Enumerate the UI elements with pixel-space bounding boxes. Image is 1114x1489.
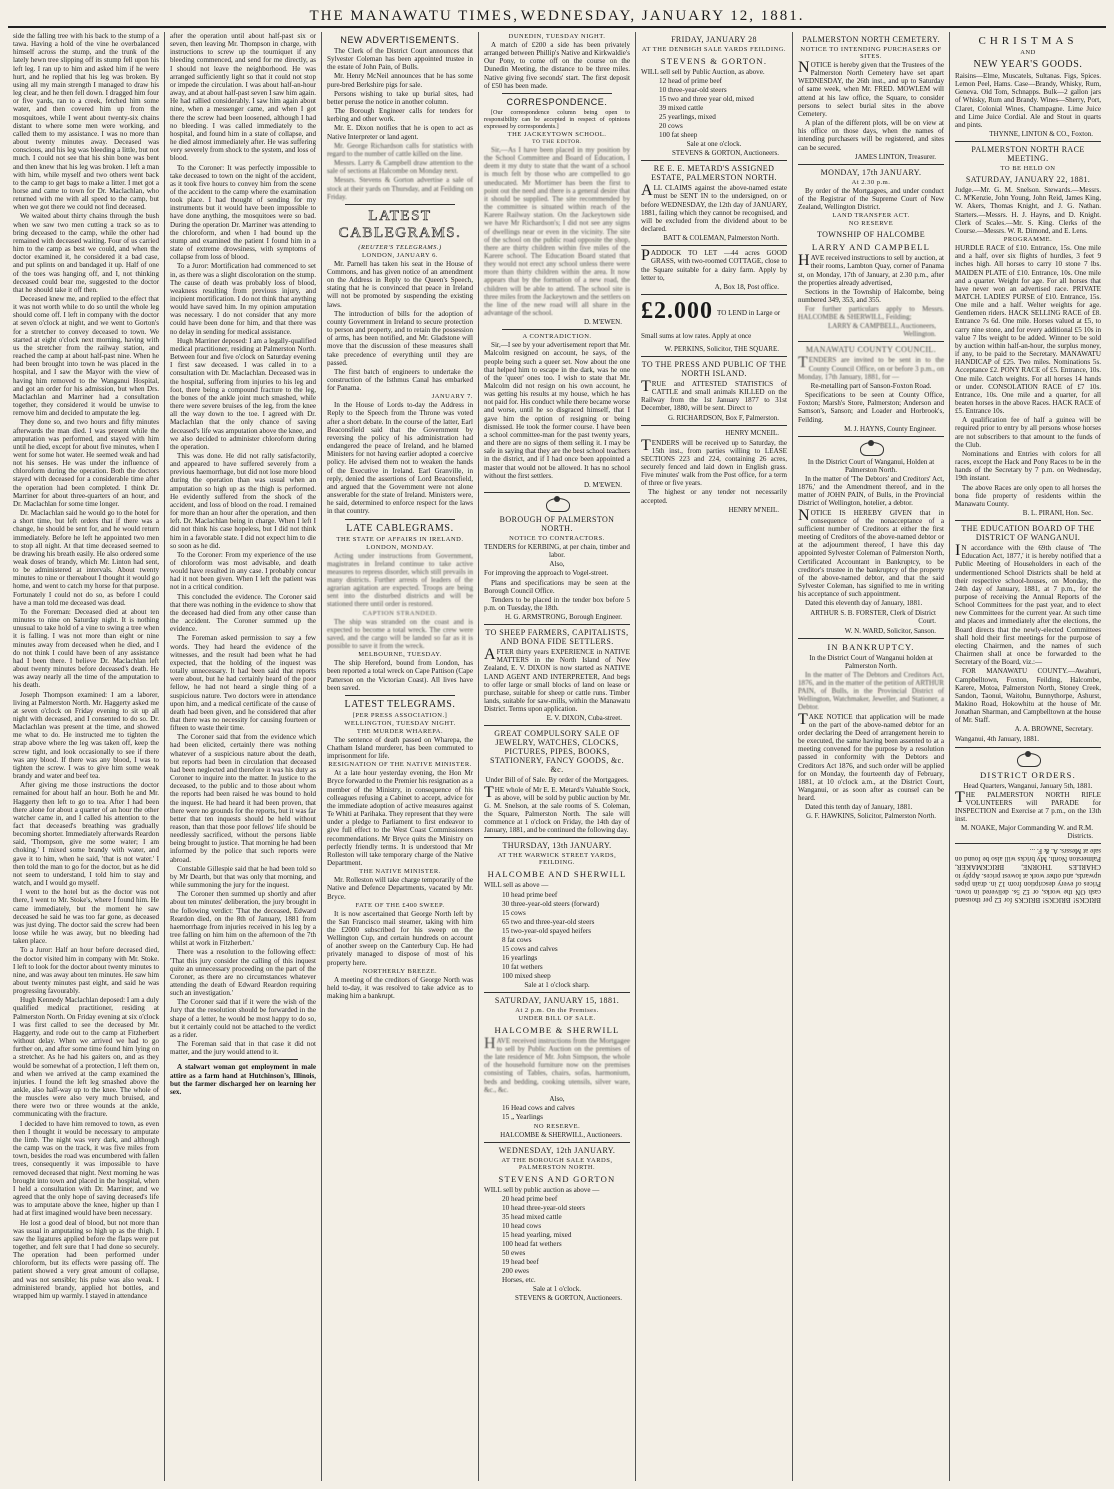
section-subheading: A CONTRADICTION. xyxy=(522,333,592,341)
notice-text: In the District Court of Wanganui, Holden at Palmerston North. xyxy=(807,457,935,474)
section-heading: CORRESPONDENCE. xyxy=(506,96,608,107)
list-item: 16 Head cows and calves xyxy=(502,1104,575,1113)
signature: G. F. HAWKINS, Solicitor, Palmerston North. xyxy=(805,812,936,821)
section-subheading: NOTICE TO INTENDING PURCHASERS OF SITES. xyxy=(800,46,942,60)
notice-text: Plans and specifications may be seen at the Borough Council Office. xyxy=(484,578,630,595)
section-subheading: THE MURDER WHAREPA. xyxy=(356,727,444,735)
notice-text: ALL CLAIMS against the above-named estate must be SENT IN to the undersigned, on or before WEDNESDAY, the 12th day of JANUARY, 1881, failing which they cannot be recognised, and will be excluded from the dividend about to be declared. xyxy=(641,182,787,234)
section-subheading: NO RESERVE. xyxy=(533,1123,581,1131)
divider xyxy=(641,356,787,357)
auctioneer-name: LARRY AND CAMPBELL xyxy=(811,242,931,253)
notice-text: NOTICE IS HEREBY GIVEN that in consequence of the nonacceptance of a sufficient number of Creditors at either the first meeting of Creditors of the above-named debtor or at the adjournment thereof, I have this day appointed Sylvester Coleman of Palmerston North, Certificated Accountant in Bankruptcy, to be creditor's trustee in the bankruptcy of the property of the above-named debtor, and that the said Sylvester Coleman, has signified to me in writing his acceptance of such appointment. xyxy=(798,506,944,599)
notice-text: HURDLE RACE of £10. Entrance, 15s. One mile and a half, over six flights of hurdles, 3 feet 9 inches high. All horses to carry 10 stone 7 lbs. MAIDEN PLATE of £10. Entrance, 10s. One mile and a quarter. Weight for age. For all horses that have never won an advertised race. PRIVATE MATCH. LADIES' PURSE of £10. Entrance, 15s. One mile and a half. Welter weights for age. Gentlemen riders. HACK SELLING RACE of £8. Entrance 7s 6d. One mile. Horses valued at £5, to carry nine stone, and for every additional £5 10s in value 7 lbs weight to be added. Winner to be sold by auction within half-an-hour, the surplus money, if any, to be paid to the Secretary. MANAWATU HANDICAP of £25. Two miles. Nominations 5s. Acceptance £2. PONY RACE of £5. Entrance, 10s. One mile. Catch weights. For all horses 14 hands or under. CONSOLATION RACE of £7 10s. Entrance, 10s. One mile and a quarter, for all beaten horses in the above Races. HACK RACE of £5. Entrance 10s. xyxy=(955,244,1101,416)
section-subheading: AT THE DENBIGH SALE YARDS FEILDING. xyxy=(641,46,787,53)
notice-text: THE whole of Mr E. E. Metard's Valuable Stock, as above, will be sold by public auction by Mr. G. M. Snelson, at the sale rooms of S. Coleman, the Square, Palmerston North. The sale will commence at 1 o'clock on Friday, the 14th day of January, 1881, and be continued the following day. xyxy=(484,783,630,835)
notice-text: Messrs. Larry & Campbell draw attention to the sale of sections at Halcombe on Monday next. xyxy=(327,159,473,176)
list-item: 15 two-year-old spayed heifers xyxy=(502,926,592,935)
article-text: After giving me those instructions the doctor remained for about half an hour. Both he and Mr. Haggerty then left to go to tea. After I had been there alone for about a quarter of an hour the other watcher came in, and I called his attention to the fact that deceased's breathing was gradually becoming shorter. Immediately afterwards Reardon said, 'Thompson, give me some water; I am choking.' I mixed some brandy with water, and gave it to him, when he said, 'that is not water.' I then told the man to go for the doctor, but as he did not seem to understand, I told him to stay and watch, and I would go myself. xyxy=(13,781,159,888)
notice-text: Wanganui, 4th January, 1881. xyxy=(955,735,1040,744)
signature: G. RICHARDSON, Box F, Palmerston. xyxy=(667,413,779,422)
article-text: The ship Hereford, bound from London, has been reported a total wreck on Cape Pattison (Cape Patterson on the Victorian Coast). All lives have been saved. xyxy=(327,659,473,692)
section-heading: PALMERSTON NORTH RACE MEETING. xyxy=(971,145,1085,164)
signature: THYNNE, LINTON & CO., Foxton. xyxy=(989,130,1093,139)
dateline: WELLINGTON, TUESDAY NIGHT. xyxy=(344,719,456,727)
article-text: They done so, and two hours and fifty minutes afterwards the man died. I was present while the amputation was performed, and stayed with him until he died, except for about five minutes, when I went for some hot water. He seemed weak and had not his senses. He was under the influence of chloroform during the operation. Both the doctors stayed with deceased for a considerable time after the operation had been completed. I think Dr. Marriner for about three-quarters of an hour, and Dr. Maclachlan for some time longer. xyxy=(13,418,159,508)
list-item: 50 ewes xyxy=(502,1249,526,1258)
section-subheading: (REUTER'S TELEGRAMS.) xyxy=(358,243,442,251)
notice-text: A qualification fee of half a guinea will be required prior to entry by all persons whose horses are not subscribers to that amount to the funds of the Club. xyxy=(955,416,1101,449)
loan-amount: £2.000 xyxy=(641,297,713,324)
notice-text: In the matter of The Debtors and Creditors Act, 1876, and in the matter of the petition of ARTHUR PAIN, of Bulls, in the Provincial District of Wellington, Watchmaker, Jeweller, and Stationer, a Debtor. xyxy=(798,670,944,712)
notice-text: In the District Court of Wanganui holden at Palmerston North. xyxy=(809,653,933,670)
section-subheading: At 2 p.m. On the Premises. xyxy=(515,1006,599,1014)
letter-text: Sir,—I see by your advertisement report that Mr. Malcolm resigned on account, he says, of the people being such a queer set. Now about the one that helped him to escape in the dark, was he one of the 'queer' ones too. I wish to state that Mr. Malcolm did not resign on his own account, he was getting his results at my house, which he has not paid for. His conduct while there became worse and worse, until he so disgraced himself, that I gave him the option of resigning or being dismissed. He took the former course. I have been a school committee-man for the past twenty years, and there are no signs of them selling it. I may be safe in saying that they are the best school teachers in the district, and if I had once been appointed a master that would not be allowed. It has no school without the first settlers. xyxy=(484,341,630,480)
divider xyxy=(955,520,1101,521)
divider xyxy=(641,425,787,426)
divider xyxy=(798,638,944,639)
article-text: To the Coroner: From my experience of the use of chloroform was most advisable, and death would have resulted in any case. I probably concur had it not been given. When I left the patient was not in a critical condition. xyxy=(170,550,316,592)
article-text: This was done. He did not rally satisfactorily, and appeared to have suffered severely from a previous haemorrhage, but did not lose more blood during the operation than was usual when an amputation so high up as the thigh is performed. He evidently suffered from the shock of the accident, and loss of blood on the road. I remained for more than an hour after the operation, and then left. Dr. Maclachlan being in charge. When I left I did not think his case hopeless, but I did not think him in a favorable state. I did not expect him to die so soon as he did. xyxy=(170,451,316,550)
section-subheading: THE STATE OF AFFAIRS IN IRELAND. xyxy=(336,535,464,543)
stock-list xyxy=(641,77,787,140)
column-2 xyxy=(165,32,322,1481)
article-text: He lost a good deal of blood, but not more than was usual in amputating so high up as the thigh. I saw the ligatures applied before the flaps were put together, and felt sure that I had done so securely. The operation had been performed under chloroform, but its effects were passing off. The patient showed a very great amount of collapse, and was not sensible; his pulse was also weak. I administered brandy, applied hot bottles, and wrapped him up warmly. I stayed in attendance xyxy=(13,1218,159,1300)
section-subheading: AND xyxy=(1020,49,1036,56)
notice-text: Specifications to be seen at County Office, Foxton; Marsh's Store, Palmerston; Anderson and Samson's, Sanson; and Loader and Horbrook's, Feilding. xyxy=(798,391,944,424)
section-heading: RE E. E. METARD'S ASSIGNED ESTATE, PALMERSTON NORTH. xyxy=(651,164,777,183)
notice-text: Tenders to be placed in the tender box before 5 p.m. on Tuesday, the 18th. xyxy=(484,595,630,612)
notice-text: Sections in the Township of Halcombe, being numbered 349, 353, and 355. xyxy=(798,287,944,304)
section-subheading: RESIGNATION OF THE NATIVE MINISTER. xyxy=(328,761,472,769)
notice-text: Re-metalling part of Sanson-Foxton Road. xyxy=(810,381,932,390)
notice-text: TENDERS will be received up to Saturday, the 15th inst., from parties willing to LEASE SECTIONS 223 and 224, containing 26 acres, securely fenced and laid down in English grass. Five minutes' walk from the Post office, for a term of three or five years. xyxy=(641,436,787,488)
list-item: 10 head three-year-old steers xyxy=(502,1204,586,1213)
page-columns xyxy=(8,32,1106,1481)
divider xyxy=(188,1059,298,1060)
list-item: 100 fat sheep xyxy=(659,131,698,140)
divider xyxy=(955,843,1101,844)
auctioneer-name: HALCOMBE AND SHERWILL xyxy=(487,869,627,880)
dateline: JANUARY 7. xyxy=(431,393,473,401)
section-heading: THE EDUCATION BOARD OF THE DISTRICT OF WANGANUI. xyxy=(961,524,1095,543)
divider xyxy=(641,245,787,246)
divider xyxy=(484,837,630,838)
signature: M. NOAKE, Major Commanding W. and R.M. Districts. xyxy=(960,824,1093,841)
section-heading: FRIDAY, JANUARY 28 xyxy=(671,35,757,44)
notice-text: WILL sell as above — xyxy=(484,881,549,890)
royal-crest-icon xyxy=(1013,751,1043,767)
signature: HENRY MCNEIL. xyxy=(725,428,779,437)
article-text: To the Coroner: It was perfectly impossible to take deceased to town on the night of the accident, as it took five hours to convey him from the scene of the accident to the camp where the examination took place. I had thought of sending for my instruments but it would have been impossible to have done anything, the mosquitoes were so bad. During the operation Dr. Marriner was attending to the chloroform, and when I had bound up the stump and examined the patient I found him in a state of extreme drowsiness, with symptoms of collapse from loss of blood. xyxy=(170,163,316,262)
list-item: 8 fat cows xyxy=(502,935,532,944)
article-text: I went to the hotel but as the doctor was not there, I went to Mr. Stoke's, where I found him. He came immediately, but the moment he saw deceased he said he was too far gone, as deceased was just dying. The doctor said the screw had been loose while he was away, but no bleeding had taken place. xyxy=(13,888,159,946)
notice-text: [Our correspondence column being open to responsibility can be accepted in respect of opinions expressed by correspondents.] xyxy=(484,108,630,130)
article-text: Hugh Kennedy Maclachlan deposed: I am a duly qualified medical practitioner, residing at Palmerston North. On Friday evening at six o'clock I was first called to see the deceased by Mr. Haggerty, and rode out to the camp at Fitzherbert without delay. When we arrived we had to go further on, and after some time found him lying on a stretcher. As he had his gaiters on, and as they would be somewhat of a protection, I left them on, and when we arrived at the camp examined the injuries. I found the left leg smashed above the ankle, also half-way up to the knee. The whole of the muscles were also very much bruised, and there were two or three wounds at the ankle, communicating with the fracture. xyxy=(13,996,159,1119)
notice-text: TO LEND in Large or Small sums at low rates. Apply at once xyxy=(641,309,781,340)
dateline: LONDON, MONDAY. xyxy=(366,543,434,551)
signature: D. M'EWEN. xyxy=(583,480,622,489)
divider xyxy=(484,992,630,993)
notice-text: WILL sell sell by Public Auction, as above. xyxy=(641,68,765,76)
notice-text: Also, xyxy=(549,1094,565,1103)
article-text: side the falling tree with his back to the stump of a tawa. Having a hold of the vine he overbalanced himself across the stump, and the trunk of the lately hewn tree slipping off its stump fell upon his left leg. I ran up to him and asked him if he were hurt, and he replied that his leg was broken. By using all my main strength I managed to draw his leg clear, and he then fell down. I dragged him four or five yards, ran to a creek, fetched him some water, and then covered him up from the mosquitoes, while I went about twenty-six chains distant to where some men were working, and called them to my assistance. I was no more than about twenty minutes away. Deceased was conscious, and his leg was bleeding a little, but not much. I could not see that his shin bone was bent and then knew that his leg was broken. I left a man with him, while myself and two others went back to the camp to get bags to make a litter. I met got a horse and came to town for Dr. Maclachlan, who returned with me with all speed to the camp, but when we got there we could not find deceased. xyxy=(13,32,159,212)
signature: BATT & COLEMAN, Palmerston North. xyxy=(663,234,779,243)
divider xyxy=(641,294,787,295)
signature: ARTHUR S. B. FORSTER, Clerk of District Court. xyxy=(810,608,936,625)
list-item: 15 „ Yearlings xyxy=(502,1113,543,1122)
signature: B. L. PIRANI, Hon. Sec. xyxy=(1022,509,1093,518)
signature: E. V. DIXON, Cuba-street. xyxy=(546,714,622,723)
royal-crest-icon xyxy=(856,440,886,456)
notice-text: Sale at one o'clock. xyxy=(686,140,742,149)
article-text: Acting under instructions from Government, magistrates in Ireland continue to take active measures to repress disorder, which still prevails in many districts. Further arrests of leaders of the agrarian agitation are expected. Troops are being sent into the disturbed districts and will be stationed there until order is restored. xyxy=(327,551,473,609)
notice-text: Dated this eleventh day of January, 1881. xyxy=(805,599,923,608)
section-heading: TO SHEEP FARMERS, CAPITALISTS, AND BONA FIDE SETTLERS. xyxy=(485,628,629,647)
section-heading: SATURDAY, JANUARY 22, 1881. xyxy=(965,175,1091,185)
article-text: Mr. Rolleston will take charge temporarily of the Native and Defence Departments, vacated by Mr. Bryce. xyxy=(327,876,473,901)
signature: W. N. WARD, Solicitor, Sanson. xyxy=(844,626,936,635)
notice-text: Under Bill of of Sale. By order of the Mortgagees. xyxy=(485,776,629,785)
section-heading: MONDAY, 17th JANUARY. xyxy=(820,167,922,177)
divider xyxy=(798,164,944,165)
auctioneer-name: STEVENS & GORTON. xyxy=(660,56,768,66)
auctioneer-name: STEVENS AND GORTON xyxy=(498,1174,616,1185)
list-item: 10 head prime beef xyxy=(502,890,558,899)
article-text: Deceased knew me, and replied to the effect that it was not worth while to do so until the whole leg should come off. I left in company with the doctor at seven o'clock at night, and we went to Gorton's for a stretcher to convey deceased to town. We started at eight o'clock next morning, having with us the stretcher from the railway station, and reached the camp at about half-past nine. When he had been brought into town he was placed in the hospital, and I saw the Mayor with the view of having him removed to the Wanganui Hospital, and got an order for his admission, but when Drs. Maclachlan and Marriner had a consultation together, they considered it would be unwise to remove him and decided to amputate the leg. xyxy=(13,295,159,418)
dateline: DUNEDIN, TUESDAY NIGHT. xyxy=(508,33,606,40)
divider xyxy=(484,492,630,493)
notice-text: THE PALMERSTON NORTH RIFLE VOLUNTEERS will PARADE for INSPECTION and Exercise at 7 p.m., on the 13th inst. xyxy=(955,788,1101,824)
borough-crest-icon xyxy=(542,496,572,512)
section-heading: TO THE PRESS AND PUBLIC OF THE NORTH ISLAND. xyxy=(641,359,787,378)
list-item: 20 head prime beef xyxy=(502,1195,558,1204)
notice-text: In the matter of 'The Debtors' and Creditors' Act, 1876,' and the Amendment thereof, and in the matter of JOHN PAIN, of Bulls, in the Provincial District of Wellington, hotelier, a debtor. xyxy=(798,475,944,508)
notice-text: For improving the approach to Vogel-street. xyxy=(484,569,609,578)
divider xyxy=(641,160,787,161)
notice-text: Judge.—Mr. G. M. Snelson. Stewards.—Messrs. C. M'Kenzie, John Young, John Reid, James King, W. Akers, Thomas Knight, and J. G. Nathan. Starters.—Messrs. H. J. Hayns, and D. Knight. Clerk of Scales.—Mr. S. King. Clerks of the Course.—Messrs. W. R. Dimond, and E. Lens. xyxy=(955,186,1101,235)
notice-text: By order of the Mortgagees, and under conduct of the Registrar of the Supreme Court of New Zealand, Wellington District. xyxy=(798,186,944,212)
column-1 xyxy=(8,32,165,1481)
section-heading: BOROUGH OF PALMERSTON NORTH. xyxy=(499,514,615,533)
list-item: 100 head fat wethers xyxy=(502,1240,562,1249)
to-editor: TO THE EDITOR. xyxy=(532,138,582,145)
column-4 xyxy=(479,32,636,1481)
notice-text: TRUE and ATTESTED STATISTICS of CATTLE and small animals KILLED on the Railway from the 1st January 1877 to 31st December, 1880, will be sent. Direct to xyxy=(641,377,787,413)
section-subheading: UNDER BILL OF SALE. xyxy=(518,1014,596,1022)
section-heading: MANAWATU COUNTY COUNCIL. xyxy=(805,345,937,355)
list-item: 10 fat wethers xyxy=(502,962,543,971)
signature: LARRY & CAMPBELL, Auctioneers, Wellington. xyxy=(827,322,936,339)
notice-text: IN accordance with the 69th clause of 'The Education Act, 1877,' it is hereby notified that a Public Meeting of Householders in each of the undermentioned School Districts shall be held at their respective school-houses, on Monday, the 24th day of January, 1881, at 7 p.m., for the purpose of receiving the Annual Reports of the School Committees for the past year, and to elect new Committees for the current year. At such time and places and immediately after the elections, the Board directs that the newly-elected Committees shall hold their first meetings for the purpose of electing Chairmen, and the names of such Chairmen shall at once be forwarded to the Secretary of the Board, viz.:— xyxy=(955,542,1101,667)
stock-list xyxy=(484,1104,630,1122)
section-subheading: NORTHERLY BREEZE. xyxy=(362,967,438,975)
article-text: There was a resolution to the following effect: 'That this jury consider the calling of this inquest quite an unnecessary proceeding on the part of the Coroner, as there are no circumstances whatever attending the death of Edward Reardon requiring such an investigation.' xyxy=(170,948,316,998)
article-text: Joseph Thompson examined: I am a laborer, living at Palmerston North. Mr. Haggerty asked me at seven o'clock on Friday evening to sit up all night with deceased, and I consented to do so. Dr. Maclachlan was present at the time, and showed me what to do. He instructed me to tighten the strap above where the leg was taken off, keep the screw tight, and look occasionally to see if there was any blood. If there was any blood, I was to tighten the screw. I was to give him some weak brandy and water and beef tea. xyxy=(13,690,159,781)
notice-text: The above Races are only open to all horses the bona fide property of residents within the Manawatu County. xyxy=(955,483,1101,508)
masthead: THE MANAWATU TIMES, WEDNESDAY, JANUARY 12, 1881. xyxy=(8,6,1106,28)
notice-text: For further particulars apply to Messrs. HALCOMBE & SHERWILL, Feilding; xyxy=(798,305,944,322)
section-subheading: AT THE BOROUGH SALE YARDS, PALMERSTON NORTH. xyxy=(501,1157,613,1172)
section-heading: THURSDAY, 13th JANUARY. xyxy=(502,841,612,851)
article-text: The Foreman said that in that case it did not matter, and the jury would attend to it. xyxy=(170,1040,316,1057)
section-heading: CHRISTMAS xyxy=(978,35,1078,47)
section-subheading: [PER PRESS ASSOCIATION.] xyxy=(352,711,448,719)
divider xyxy=(502,329,612,330)
section-subheading: LAND TRANSFER ACT. xyxy=(832,212,910,220)
signature: W. PERKINS, Solicitor, THE SQUARE. xyxy=(664,344,779,353)
divider xyxy=(484,624,630,625)
divider xyxy=(345,204,455,205)
article-text: The Coroner said that from the evidence which had been elicited, certainly there was nothing whatever of a suspicious nature about the death, but reports had been in circulation that deceased had been neglected and therefore it was his duty as Coroner to inquire into the matter. In justice to the deceased, to the public and to those about whom the reports had been raised he was bound to hold the inquest. He had heard it had been proven, that there were no grounds for the reports, but it was far better that ten inquests should be held without reason, than that those poor fellows' life should be needlessly sacrificed, without the persons liable being brought to justice. That morning he had been informed by the police that such reports were abroad. xyxy=(170,733,316,864)
notice-text: Messrs. Stevens & Gorton advertise a sale of stock at their yards on Thursday, and at Feilding on Friday. xyxy=(327,176,473,201)
notice-text: TENDERS for KERBING, at per chain, timber and labor. xyxy=(484,542,630,560)
notice-text: Persons wishing to take up burial sites, had better peruse the notice in another column. xyxy=(327,89,473,106)
section-heading: WEDNESDAY, 12th JANUARY. xyxy=(498,1146,616,1156)
section-subheading: PROGRAMME. xyxy=(1003,236,1053,244)
section-subheading: NOTICE TO CONTRACTORS. xyxy=(509,534,605,542)
article-text: Constable Gillespie said that he had been told so by Mr Dearth, but that was only that morning, and while summoning the jury for the inquest. xyxy=(170,864,316,890)
signature: HALCOMBE & SHERWILL, Auctioneers. xyxy=(500,1131,622,1140)
article-text: The Foreman asked permission to say a few words. They had heard the evidence of the witnesses, and the result had been what he had expected, that the holding of the inquest was totally unnecessary. It had been said that reports were about, but he had certainly heard of the poor fellow, he had not heard a single thing of a suspicious nature. Two doctors were in attendance upon him, and a medical certificate of the cause of death had been given, and he considered that after that there was no necessity for causing fourteen or fifteen to waste their time. xyxy=(170,634,316,733)
list-item: 16 yearlings xyxy=(502,953,538,962)
list-item: 100 mixed sheep xyxy=(502,971,551,980)
list-item: 65 two and three-year-old steers xyxy=(502,917,595,926)
article-text: We waited about thirty chains through the bush when we saw two men cutting a track so as to bring deceased to the camp, while the other had remained with deceased waiting. Four of us carried him to the camp as best we could, and when the doctor examined it, he considered it a bad case, and put splints on and bandaged it up. Half of one of the toes was hanging off, and I, not thinking deceased could bear me, suggested to the doctor that he should take it off then. xyxy=(13,212,159,294)
section-subheading: THE NATIVE MINISTER. xyxy=(359,868,441,876)
signature: D. M'EWEN. xyxy=(583,318,622,327)
notice-text: TAKE NOTICE that application will be made on the part of the above-named debtor for an order declaring the Deed of arrangement herein to be executed, the same having been assented to at a meeting convened for the purpose by a resolution passed in conformity with the Debtors and Creditors Act 1876, and such order will be applied for on Monday, the fourteenth day of February, 1881, at 10 o'clock a.m., at the District Court, Wanganui, or as soon after as counsel can be heard. xyxy=(798,710,944,803)
list-item: 39 mixed cattle xyxy=(659,104,704,113)
divider xyxy=(484,725,630,726)
section-heading: NEW YEAR'S GOODS. xyxy=(973,59,1083,70)
list-item: 10 three-year-old steers xyxy=(659,86,727,95)
stock-list xyxy=(484,891,630,981)
section-heading: TOWNSHIP OF HALCOMBE xyxy=(816,230,925,240)
section-heading: GREAT COMPULSORY SALE OF JEWELRY, WATCHES, CLOCKS, PICTURES, PIPES, BOOKS, STATIONERY, FANCY GOODS, &c. &c. xyxy=(490,729,624,775)
section-subheading: At 2.30 p.m. xyxy=(851,178,891,186)
letter-text: Sir,—As I have been placed in my position by the School Committee and Board of Education, I deem it my duty to state that the want of a school is much felt by those who are compelled to go uneducated. Mr Mortimer has been the first to point out the need and there is a general desire that it should be supplied. The site recommended by the committee is situated within reach of the Karere Railway station. On the Jackeytown side we have Mr Richardson's; I did not see any signs of dwellings near or even in the vicinity. The site of the school on the public road opposite the shop, there are thirty children within five miles of the Karere school. The Education Board stated that they would not erect any school unless there were more than thirty children within the area. It now appears that by the formation of a new road, the children will be able to attend. The school site is three miles from the Jackeytown and the settlers on the line of the new road will all share in the advantage of the school. xyxy=(484,145,630,318)
article-text: Dr. Maclachlan said he would go to the hotel for a short time, but left orders that if there was a change, he should be sent for, and he would return immediately. Before he left he appointed two men to stop all night. At that time deceased seemed to be drawing his breath easily. He also ordered some weak doses of brandy, which Mr. Linton had sent, to be administered at intervals. About twenty minutes to nine or thereabout I thought it would go home, and went to catch my horse for that purpose. Fortunately I could not do so, as before I could have a man told me deceased was dead. xyxy=(13,509,159,607)
notice-text: PADDOCK TO LET —44 acres GOOD GRASS, with two-roomed COTTAGE, close to the Square suitable for a dairy farm. Apply by letter to, xyxy=(641,247,787,282)
auctioneer-name: HALCOMBE & SHERWILL xyxy=(494,1024,620,1035)
signature: STEVENS & GORTON, Auctioneers. xyxy=(515,1294,622,1303)
list-item: 20 cows xyxy=(659,122,683,131)
loan-ad xyxy=(641,298,787,343)
list-item: 15 cows xyxy=(502,908,526,917)
notice-text: The highest or any tender not necessarily accepted. xyxy=(641,488,787,505)
section-heading: DISTRICT ORDERS. xyxy=(980,769,1076,780)
column-3 xyxy=(322,32,479,1481)
list-item: 12 head of prime beef xyxy=(659,77,723,86)
column-6 xyxy=(793,32,950,1481)
section-subheading: TO BE HELD ON xyxy=(1000,165,1056,173)
article-text: The Coroner then summed up shortly and after about ten minutes' deliberation, the jury brought in the following verdict: 'That the deceased, Edward Reardon died, on the 8th of January, 1881 from haemorrhage from injuries received in his leg by a tree falling on him him on the afternoon of the 7th whilst at work in Fitzherbert.' xyxy=(170,890,316,948)
article-text: At a late hour yesterday evening, the Hon Mr Bryce forwarded to the Premier his resignation as a member of the Ministry, in consequence of his colleagues refusing a Cabinet to accept, advice for the immediate adoption of active measures against Te Whiti at Parihaka. They represent that they were under a pledge to Parliament to first endeavor to give full effect to the West Coast Commissioners recommendations. Mr Bryce quits the Ministry on perfectly friendly terms. It is understood that Mr Rolleston will take temporary charge of the Native Department. xyxy=(327,769,473,868)
article-text: The ship was stranded on the coast and is expected to become a total wreck. The crew were saved, and the cargo will be landed so far as it is possible to save it from the wreck. xyxy=(327,617,473,651)
inverted-advertisement: BRICKS! BRICKS! BRICKS for £2 per thousand cash ON the works, or £2 5s. delivered in town. Prices of every description from 12 in. drain pipes upwards, and other work at lowest prices. Apply to CHARLES THORNE, BRICKMAKER, Palmerston North. My bricks will also be found on sale at Messrs. A. & F. ... xyxy=(955,847,1101,905)
article-text: To a Juror: Mortification had commenced to set in, as there was a slight discoloration on the stump. The cause of death was probably loss of blood, weakness resulting from previous injury, and incipient mortification. I do not think that anything would have saved him. In my opinion amputation was necessary. I do not consider that any more could have been done for him, and that there was no delay in sending for medical assistance. xyxy=(170,262,316,336)
divider xyxy=(345,519,455,520)
section-heading: PALMERSTON NORTH CEMETERY. xyxy=(802,35,940,44)
dateline: MELBOURNE, TUESDAY. xyxy=(358,651,442,659)
divider xyxy=(484,1142,630,1143)
article-text: I decided to have him removed to town, as even then I thought it would be necessary to amputate the limb. The night was very dark, and although the camp was on the track, it was five miles from town, besides the road was encumbered with fallen trees, consequently it was impossible to have removed deceased that night. Next morning he was brought into town and placed in the hospital, when I held a consultation with Dr. Marriner, and we agreed that the only hope of saving deceased's life was to amputate above the knee, higher up than I had at first imagined would have been necessary. xyxy=(13,1119,159,1218)
list-item: 15 two and three year old, mixed xyxy=(659,95,754,104)
notice-text: Nominations and Entries with colors for all races, except the Hack and Pony Races to be in the hands of the Secretary by 7 p.m. on Wednesday, 19th instant. xyxy=(955,449,1101,483)
section-subheading: AT THE WARWICK STREET YARDS, FEILDING. xyxy=(497,852,617,867)
divider xyxy=(502,93,612,94)
article-text: It is now ascertained that George North left by the San Francisco mail steamer, taking with him the £2000 subscribed for his sweep on the Wellington Cup, and certain hundreds on account of another sweep on the Canterbury Cup. He had privately managed to dispose of most of his property here. xyxy=(327,909,473,967)
masthead-date: WEDNESDAY, JANUARY 12, 1881. xyxy=(520,8,805,24)
article-text: The introduction of bills for the adoption of county Government in Ireland to secure protection to person and property, and to retain the possession of arms, has been notified, and Mr. Gladstone will move that the discussion of these measures shall take precedence of everything until they are passed. xyxy=(327,309,473,367)
notice-text: TENDERS are invited to be sent in to the County Council Office, on or before 3 p.m., on Monday, 17th January, 1881, for — xyxy=(798,354,944,381)
article-text: The Coroner said that if it were the wish of the Jury that the resolution should be forwarded in the shape of a letter, he would be most happy to do so, but it certainly could not be attached to the verdict as a rider. xyxy=(170,998,316,1039)
article-text: Hugh Marriner deposed: I am a legally-qualified medical practitioner, residing at Palmerston North. Between four and five o'clock on Saturday evening I first saw deceased. I was called in to a consultation with Dr. Maclachlan. Deceased was in the hospital, suffering from injuries to his leg and foot, there being a compound fracture to the leg, the bones of the ankle joint much smashed, while there were severe bruises of the leg, from the knee all the way down to the toe. I agreed with Dr. Maclachlan that the only chance of saving deceased's life was amputation above the knee, and we also decided to administer chloroform during the operation. xyxy=(170,336,316,451)
article-text: A stalwart woman got employment in male attire as a farm hand at Hutchinson's, Illinois, but the farmer discharged her on learning her sex. xyxy=(170,1063,316,1096)
section-heading: LATE CABLEGRAMS. xyxy=(346,522,454,534)
section-heading: LATEST TELEGRAMS. xyxy=(344,698,456,710)
notice-text: The Borough Engineer calls for tenders for kerbing and other work. xyxy=(327,107,473,124)
list-item: 19 head beef xyxy=(502,1258,539,1267)
notice-text: Mr. Henry McNeil announces that he has some pure-bred Berkshire pigs for sale. xyxy=(327,72,473,89)
article-text: To the Foreman: Deceased died at about ten minutes to nine on Saturday night. It is nothing unusual to take hold of a vine to swing a tree when it is falling. I was not more than eight or nine minutes away from deceased when he died, and I do not think I could have been of any assistance had I been there. I believe Dr. Maclachlan left about twenty minutes before deceased's death. He was away nearly all the time of the amputation to his death. xyxy=(13,607,159,690)
section-subheading: NO RESERVE xyxy=(848,220,894,228)
notice-text: Also, xyxy=(549,560,565,569)
divider xyxy=(345,695,455,696)
section-heading: IN BANKRUPTCY. xyxy=(827,641,915,652)
notice-text: FOR MANAWATU COUNTY.—Awahuri, Campbelltown, Foxton, Feilding, Halcombe, Karere, Motoa, Palmerston North, Stoney Creek, Sandon, Taonui, Waitohu, Bunnythorpe, Ashurst, Makino Road, Hokowhitu at the house of Mr. Jonathan Sharman, and Campbelltown at the house of Mr. Staff. xyxy=(955,667,1101,725)
notice-text: Raisins—Elme, Muscatels, Sultanas. Figs, Spices. Lemon Peel, Hams. Case—Brandy, Whisky, Rum, Geneva. Old Tom, Schnapps. Bulk—2 gallon jars of Whisky, Rum and Brandy. Wines—Sherry, Port, Claret, Colonial Wines, Champagne. Lime Juice and Lime Juice Cordial. Ale and Stout in quarts and pints. xyxy=(955,72,1101,129)
list-item: 25 yearlings, mixed xyxy=(659,113,716,122)
masthead-paper: THE MANAWATU TIMES xyxy=(309,8,514,24)
divider xyxy=(955,141,1101,142)
notice-text: Dated this tenth day of January, 1881. xyxy=(805,803,913,812)
notice-text: AFTER thirty years EXPERIENCE in NATIVE MATTERS in the North Island of New Zealand, E. V. DIXON is now started as NATIVE LAND AGENT AND INTERPRETER, And begs to offer large or small blocks of land on lease or purchase, suitable for sheep or cattle runs. Timber lands, suitable for saw-mills, within the Manawatu District. Terms upon application. xyxy=(484,646,630,714)
article-text: In the House of Lords to-day the Address in Reply to the Speech from the Throne was voted after a short debate. In the course of the latter, Earl Beaconsfield said that the Government by reversing the policy of his administration had endangered the peace of Ireland, and he blamed Ministers for not having earlier adopted a coercive policy. He advised them not to weaken the hands of the Executive in Ireland. Earl Granville, in reply, denied the assertions of Lord Beaconsfield, and argued that the Government were not alone answerable for the state of Ireland. Ministers were, he said, determined to enforce respect for the laws in that country. xyxy=(327,401,473,516)
article-text: after the operation until about half-past six or seven, then leaving Mr. Thompson in charge, with instructions to screw up the tourniquet if any bleeding commenced, and send for me directly, as I should not leave the neighborhood. He was arranged sufficiently light so that it could not stop or impede the circulation. I was about half-an-hour away, and at about half-past seven I saw him again. He had rallied considerably. I saw him again about nine, when a messenger came, and when I got there the screw had been loosened, although I had no bleeding. I was called immediately to the hospital, and found him in a state of collapse, and he died almost immediately after. He was suffering very severely from shock to the system, and loss of blood. xyxy=(170,32,316,163)
notice-text: HAVE received instructions from the Mortgagee to sell by Public Auction on the premises of the late residence of Mr. John Simpson, the whole of the household furniture now on the premises consisting of Tables, chairs, sofas, harmonium, beds and bedding, cooking utensils, silver ware, &c., &c. xyxy=(484,1034,630,1094)
signature: JAMES LINTON, Treasurer. xyxy=(854,152,936,161)
article-text: The first batch of engineers to undertake the construction of the Isthmus Canal has embarked for Panama. xyxy=(327,367,473,393)
section-subheading: CAPTION STRANDED. xyxy=(362,609,438,617)
column-5 xyxy=(636,32,793,1481)
article-text: The sentence of death passed on Wharepa, the Chatham Island murderer, has been commuted to imprisonment for life. xyxy=(327,735,473,761)
article-text: A meeting of the creditors of George North was held to-day, it was resolved to take advice as to making him a bankrupt. xyxy=(327,975,473,1001)
notice-text: NOTICE is hereby given that the Trustees of the Palmerston North Cemetery have set apart WEDNESDAY, the 26th inst., and up to Saturday of same week, when Mr. FRED. MOWLEM will attend at his law office, the Square, to consider persons to select burial sites in the above Cemetery. xyxy=(798,59,944,118)
notice-text: The Clerk of the District Court announces that Sylvester Coleman has been appointed trustee in the estate of John Pain, of Bulls. xyxy=(327,47,473,72)
notice-text: Head Quarters, Wanganui, January 5th, 1881. xyxy=(963,781,1093,790)
signature: A, Box 18, Post office. xyxy=(714,282,779,291)
list-item: 30 three-year-old steers (forward) xyxy=(502,899,600,908)
column-7 xyxy=(950,32,1106,1481)
divider xyxy=(798,436,944,437)
divider xyxy=(798,341,944,342)
article-text: This concluded the evidence. The Coroner said that there was nothing in the evidence to show that the deceased had died from any other cause than the accident. The Coroner summed up the evidence. xyxy=(170,592,316,634)
list-item: 200 ewes xyxy=(502,1267,529,1276)
divider xyxy=(955,747,1101,748)
notice-text: A plan of the different plots, will be on view at his office on those days, when the names of intending purchasers will be registered, and sites can be secured. xyxy=(798,119,944,152)
section-heading: NEW ADVERTISEMENTS. xyxy=(340,35,460,45)
stock-list xyxy=(484,1195,630,1285)
notice-text: HAVE received instructions to sell by auction, at their rooms, Lambton Quay, corner of Panama st, on Monday, 17th of January, at 2.30 p.m., after the properties already advertised, xyxy=(798,252,944,287)
notice-text: Sale at 1 o'clock. xyxy=(532,1285,582,1294)
notice-text: Mr. E. Dixon notifies that he is open to act as Native Interpreter or land agent. xyxy=(327,124,473,141)
article-text: A match of £200 a side has been privately arranged between Phillip's Native and Kirkwaldie's Our Pony, to come off on the course on the Dunedin Meeting, the distance to be three miles. Native giving five seconds' start. The first deposit of £50 has been made. xyxy=(484,41,630,90)
section-subheading: FATE OF THE £400 SWEEP. xyxy=(355,901,445,909)
section-subheading: THE JACKEYTOWN SCHOOL. xyxy=(507,130,607,138)
section-heading: LATEST CABLEGRAMS. xyxy=(338,207,462,241)
list-item: 15 head yearling, mixed xyxy=(502,1231,572,1240)
list-item: 15 cows and calves xyxy=(502,944,558,953)
list-item: Horses, etc. xyxy=(502,1276,536,1285)
list-item: 10 head cows xyxy=(502,1222,542,1231)
list-item: 35 head mixed cattle xyxy=(502,1213,562,1222)
notice-text: WILL sell by public auction as above — xyxy=(484,1186,600,1195)
signature: M. J. HAYNS, County Engineer. xyxy=(844,424,936,433)
signature: STEVENS & GORTON, Auctioneers. xyxy=(672,149,779,158)
notice-text: Sale at 1 o'clock sharp. xyxy=(524,980,590,989)
signature: H. G. ARMSTRONG, Borough Engineer. xyxy=(504,613,622,622)
dateline: LONDON, JANUARY 6. xyxy=(362,251,438,259)
section-heading: SATURDAY, JANUARY 15, 1881. xyxy=(494,995,620,1005)
signature: A. A. BROWNE, Secretary. xyxy=(1014,725,1093,734)
signature: HENRY M'NEIL. xyxy=(728,505,779,514)
notice-text: Mr. George Richardson calls for statistics with regard to the number of cattle killed on the line. xyxy=(327,141,473,158)
article-text: To a Juror: Half an hour before deceased died, the doctor visited him in company with Mr. Stoke. I left to look for the doctor about twenty minutes to nine, and was away about ten minutes. He saw him about twenty minutes past eight, and said he was progressing favourably. xyxy=(13,946,159,996)
article-text: Mr. Parnell has taken his seat in the House of Commons, and has given notice of an amendment on the Address in Reply to the Queen's Speech, stating that he is convinced that peace in Ireland will not be promoted by suspending the existing laws. xyxy=(327,259,473,309)
